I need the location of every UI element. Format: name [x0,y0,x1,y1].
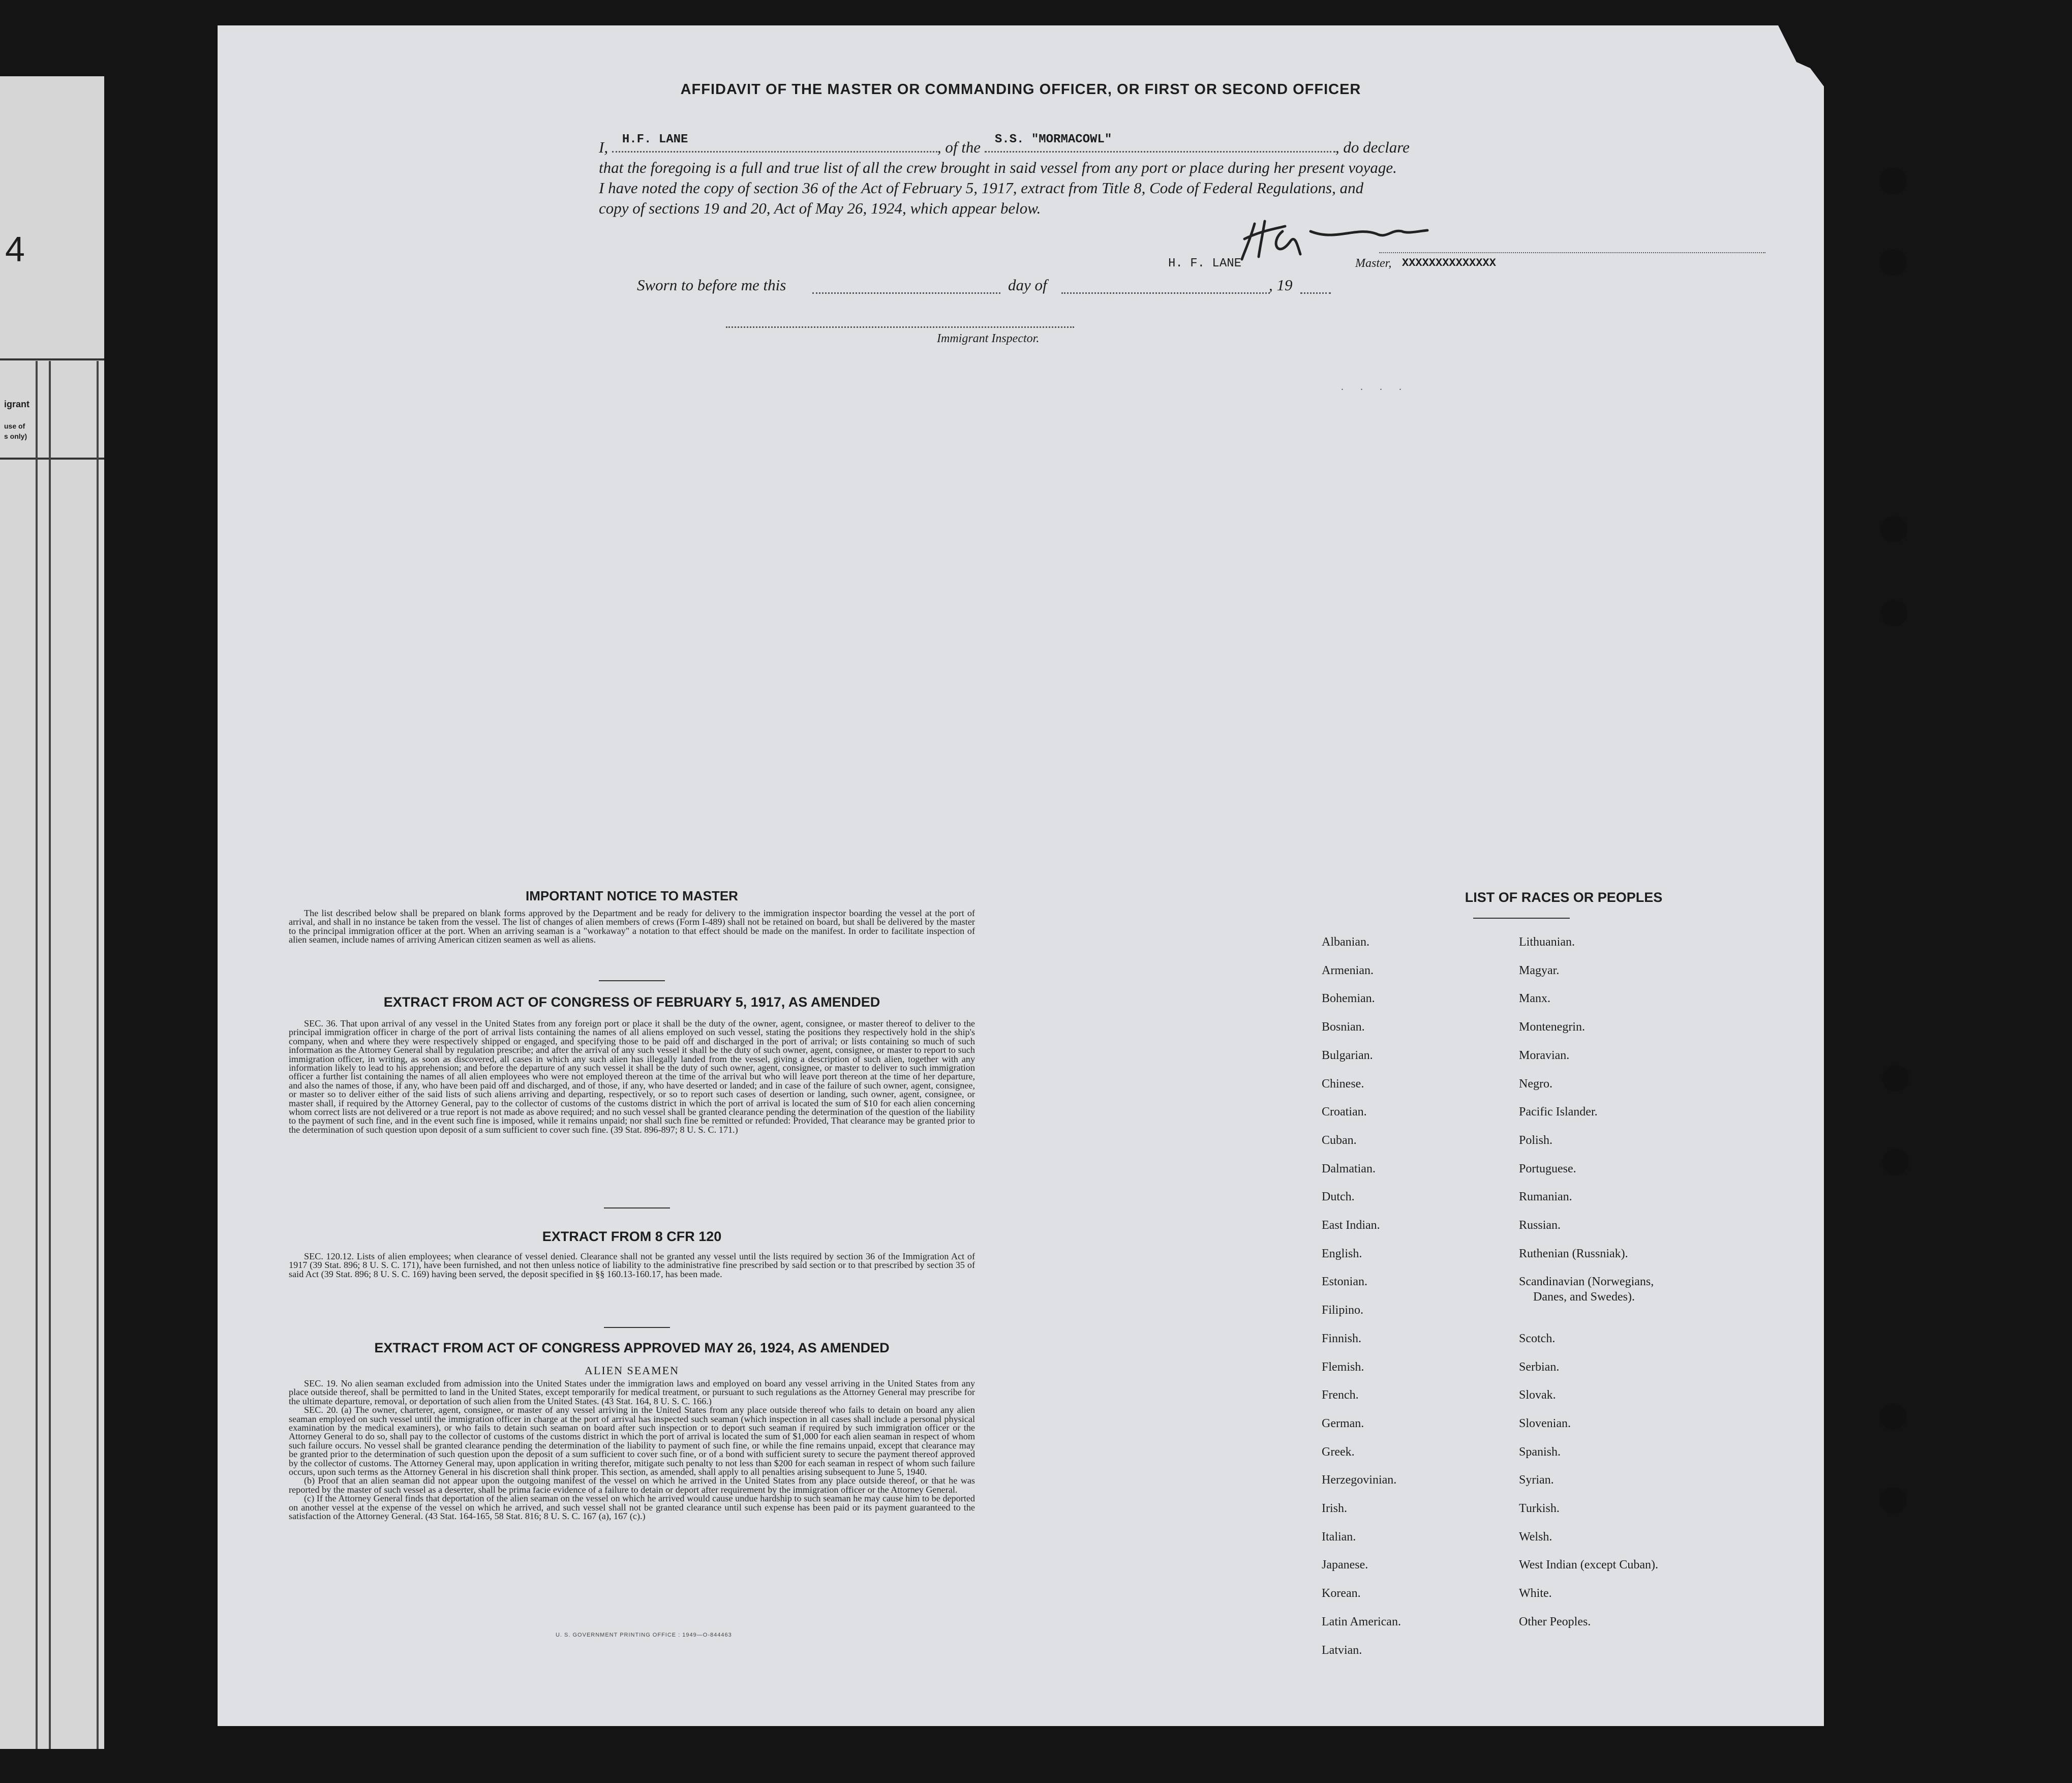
officer-name: H.F. LANE [622,133,688,146]
race-item: Portuguese. [1519,1162,1576,1175]
race-item: Pacific Islander. [1519,1105,1598,1119]
year-text: , 19 [1269,276,1293,294]
race-item: Scotch. [1519,1332,1556,1345]
race-item: Herzegovinian. [1322,1473,1397,1487]
divider [604,1207,670,1208]
punch-hole [1881,516,1907,542]
officer-name-field [612,133,937,153]
sec36-text: SEC. 36. That upon arrival of any vessel in the United States from any foreign port or place it shall be the duty of the owner, agent, consignee, or master thereof to deliver to the principal immigration officer in charge of the port of arrival lists containing the names of all aliens employed on such vessel, stating the positions they respectively hold in the ship's company, when and where they were respectively shipped or engaged, and specifying those to be paid off and discharged in the port of arrival; or lists containing so much of such information as the Attorney General shall by regulation prescribe; and after the arrival of any such vessel it shall be the duty of such owner, agent, consignee, or master to report to such immigration officer, in writing, as soon as discovered, all cases in which any such alien has illegally landed from the vessel, giving a description of such alien, together with any information likely to lead to his apprehension; and before the departure of any such vessel it shall be the duty of such owner, agent, consignee, or master to deliver to such immigration officer a further list containing the names of all alien employees who were not employed thereon at the time of the arrival but who will leave port thereon at the time of her departure, and also the names of those, if any, who have been paid off and discharged, and of those, if any, who have deserted or landed; and in case of the failure of such owner, agent, consignee, or master so to deliver either of the said lists of such aliens arriving and departing, respectively, or so to report such cases of desertion or landing, such owner, agent, consignee, or master shall, if required by the Attorney General, pay to the collector of customs of the customs district in which the port of arrival is located the sum of $10 for each alien concerning whom correct lists are not delivered or a true report is not made as above required; and no such vessel shall be granted clearance pending the determination of the question of the liability to the payment of such fine, and in the event such fine is imposed, while it remains unpaid; nor shall such fine be remitted or refunded: Provided, That clearance may be granted prior to the determination of such question upon deposit of a sum sufficient to cover such fine. (39 Stat. 896-897; 8 U. S. C. 171.) [289,1018,975,1135]
inspector-signature-line [726,326,1074,328]
sworn-month-field [1061,292,1270,294]
race-item: Latin American. [1322,1615,1401,1628]
sec20c-text: (c) If the Attorney General finds that deportation of the alien seaman on the vessel on which he arrived would cause undue hardship to such seaman he may cause him to be deported on another vessel at the expense of the vessel on which he arrived, and such vessel shall not be granted clearance until such expense has been paid or its payment guaranteed to the satisfaction of the Attorney General. (43 Stat. 164-165, 58 Stat. 816; 8 U. S. C. 167 (a), 167 (c).) [289,1493,975,1522]
race-item: Polish. [1519,1133,1553,1147]
declaration-line: that the foregoing is a full and true list of all the crew brought in said vessel from any port or place during her present voyage. [599,159,1397,176]
notice-body [289,909,975,945]
race-item: Moravian. [1519,1048,1570,1062]
adjacent-page-strip [0,76,104,1749]
race-item: Greek. [1322,1445,1355,1459]
divider [599,980,665,981]
race-item: Croatian. [1322,1105,1367,1119]
extract-1917-body [289,1019,975,1134]
extract-1924-title: EXTRACT FROM ACT OF CONGRESS APPROVED MAY 26, 1924, AS AMENDED [374,1340,890,1355]
race-item: Manx. [1519,992,1550,1006]
race-item: Scandinavian (Norwegians, [1519,1275,1654,1289]
race-item: White. [1519,1587,1552,1600]
punch-hole [1880,1487,1906,1514]
scan-specks: . . . . [1341,381,1409,392]
word-i: I, [599,138,608,156]
race-item: German. [1322,1416,1364,1430]
race-item: Rumanian. [1519,1190,1572,1204]
race-item: Chinese. [1322,1077,1364,1091]
extract-1917-title: EXTRACT FROM ACT OF CONGRESS OF FEBRUARY 5, 1917, AS AMENDED [383,994,880,1010]
race-item: Bohemian. [1322,992,1375,1006]
race-item: French. [1322,1388,1359,1402]
declaration-line: I have noted the copy of section 36 of the Act of February 5, 1917, extract from Title 8, Code of Federal Regulations, and [599,179,1364,197]
sec120-text: SEC. 120.12. Lists of alien employees; when clearance of vessel denied. Clearance shall not be granted any vessel until the lists required by section 36 of the Immigration Act of 1917 (39 Stat. 896; 8 U. S. C. 171), have been furnished, and not then unless notice of liability to the administrative fine prescribed by said section or to that prescribed by section 35 of said Act (39 Stat. 896; 8 U. S. C. 169) having been served, the deposit specified in §§ 160.13-160.17, has been made. [289,1251,975,1279]
notice-title: IMPORTANT NOTICE TO MASTER [526,888,738,903]
vessel-name-field [985,133,1335,153]
race-item: Korean. [1322,1587,1361,1600]
punch-hole [1882,1065,1909,1092]
race-item: Montenegrin. [1519,1020,1585,1034]
notice-text: The list described below shall be prepared on blank forms approved by the Department and be ready for delivery to the immigration inspector boarding the vessel at the port of arrival, and shall in no instance be taken from the vessel. The list of changes of alien members of crews (Form I-489) shall not be retained on board, but shall be delivered by the master to the principal immigration officer at the port. When an arriving seaman is a "workaway" a notation to that effect should be made on the manifest. In order to facilitate inspection of alien seamen, include names of arriving American citizen seamen as well as aliens. [289,908,975,945]
do-declare-text: , do declare [1335,138,1410,156]
extract-1924-body [289,1379,975,1521]
torn-corner [1778,25,1824,86]
sec19-text: SEC. 19. No alien seaman excluded from admission into the United States under the immigration laws and employed on board any vessel arriving in the United States from any place outside thereof, shall be permitted to land in the United States, except temporarily for medical treatment, or pursuant to such regulations as the Attorney General may prescribe for the ultimate departure, removal, or deportation of such alien from the United States. (43 Stat. 164, 8 U. S. C. 166.) [289,1378,975,1406]
race-item: Bosnian. [1322,1020,1365,1034]
column-rule [97,361,99,1749]
typed-officer-name: H. F. LANE [1168,257,1242,270]
divider [0,358,104,360]
race-item: Russian. [1519,1219,1561,1232]
race-item: Dalmatian. [1322,1162,1376,1175]
race-item: Lithuanian. [1519,935,1575,949]
vessel-name: S.S. "MORMACOWL" [994,133,1112,146]
sworn-day-field [812,292,1000,294]
race-item: Syrian. [1519,1473,1554,1487]
race-item: Turkish. [1519,1502,1560,1515]
race-item: Finnish. [1322,1332,1362,1345]
day-of-text: day of [1008,276,1047,294]
race-item: Irish. [1322,1502,1347,1515]
race-item: Dutch. [1322,1190,1355,1204]
race-item: Cuban. [1322,1133,1357,1147]
printing-office-line: U. S. GOVERNMENT PRINTING OFFICE : 1949—O-844463 [556,1632,732,1638]
sworn-year-field [1300,292,1331,294]
race-item: Slovak. [1519,1388,1556,1402]
race-item: Ruthenian (Russniak). [1519,1247,1628,1260]
race-item: Albanian. [1322,935,1369,949]
race-item: Magyar. [1519,963,1560,977]
adjacent-label: igrant [4,399,30,409]
race-item: Japanese. [1322,1558,1368,1572]
struck-title: XXXXXXXXXXXXXX [1402,257,1496,269]
adjacent-label: use of [4,422,25,430]
race-item: Spanish. [1519,1445,1561,1459]
punch-hole [1882,1149,1909,1175]
race-item: Italian. [1322,1530,1356,1544]
race-item: Estonian. [1322,1275,1367,1289]
affidavit-declaration [599,133,1565,219]
punch-hole [1880,168,1906,194]
column-rule [36,361,38,1749]
sec20a-text: SEC. 20. (a) The owner, charterer, agent, consignee, or master of any vessel arriving in the United States from any place outside thereof who fails to detain on board any alien seaman employed on such vessel until the immigration officer in charge at the port of arrival has inspected such seaman (which inspection in all cases shall include a personal physical examination by the medical examiners), or who fails to detain such seaman on board after such inspection or to deport such seaman if required by such immigration officer or the Attorney General to do so, shall pay to the collector of customs of the customs district in which the port of arrival is located the sum of $1,000 for each alien seaman in respect of whom such failure occurs. No vessel shall be granted clearance pending the determination of the liability to payment of such fine, or while the fine remains unpaid, except that clearance may be granted prior to the determination of such question upon the deposit of a sum sufficient to cover such fine, or of a bond with sufficient surety to secure the payment thereof approved by the collector of customs. The Attorney General may, upon application in writing therefor, mitigate such penalty to not less than $200 for each seaman in respect of whom such failure occurs, upon such terms as the Attorney General in his discretion shall think proper. This section, as amended, shall apply to all penalties arising subsequent to June 5, 1940. [289,1405,975,1477]
race-item: Serbian. [1519,1360,1560,1374]
declaration-line: copy of sections 19 and 20, Act of May 26, 1924, which appear below. [599,199,1041,217]
punch-hole [1880,249,1906,276]
signature-line [1379,251,1765,253]
race-item: East Indian. [1322,1219,1380,1232]
race-item: Negro. [1519,1077,1552,1091]
of-the-text: , of the [937,138,981,156]
race-item: Slovenian. [1519,1416,1571,1430]
race-item: West Indian (except Cuban). [1519,1558,1658,1572]
crew-list-form-page [218,25,1824,1726]
column-rule [49,361,51,1749]
races-title: LIST OF RACES OR PEOPLES [1465,890,1663,905]
race-item: Armenian. [1322,963,1374,977]
adjacent-page-number: 4 [5,229,25,269]
divider [604,1327,670,1328]
race-item: English. [1322,1247,1362,1260]
divider [1473,918,1570,919]
race-item: Bulgarian. [1322,1048,1373,1062]
inspector-label: Immigrant Inspector. [937,332,1040,345]
alien-seamen-subtitle: ALIEN SEAMEN [585,1364,679,1377]
race-item: Latvian. [1322,1643,1362,1657]
extract-cfr-body [289,1252,975,1279]
race-item: Welsh. [1519,1530,1552,1544]
race-item: Danes, and Swedes). [1533,1290,1635,1304]
punch-hole [1880,1403,1906,1430]
race-item: Filipino. [1322,1304,1364,1317]
sworn-text: Sworn to before me this [637,276,786,294]
extract-cfr-title: EXTRACT FROM 8 CFR 120 [542,1229,722,1244]
affidavit-title: AFFIDAVIT OF THE MASTER OR COMMANDING OFFICER, OR FIRST OR SECOND OFFICER [680,81,1361,98]
divider [0,458,104,460]
adjacent-label: s only) [4,432,27,440]
master-label: Master, [1355,257,1392,270]
sec20b-text: (b) Proof that an alien seaman did not appear upon the outgoing manifest of the vessel on which he arrived in the United States from any place outside thereof, or that he was reported by the master of such vessel as a deserter, shall be prima facie evidence of a failure to detain or deport after requirement by the immigration officer or the Attorney General. [289,1475,975,1495]
race-item: Other Peoples. [1519,1615,1591,1628]
race-item: Flemish. [1322,1360,1364,1374]
punch-hole [1881,600,1907,626]
